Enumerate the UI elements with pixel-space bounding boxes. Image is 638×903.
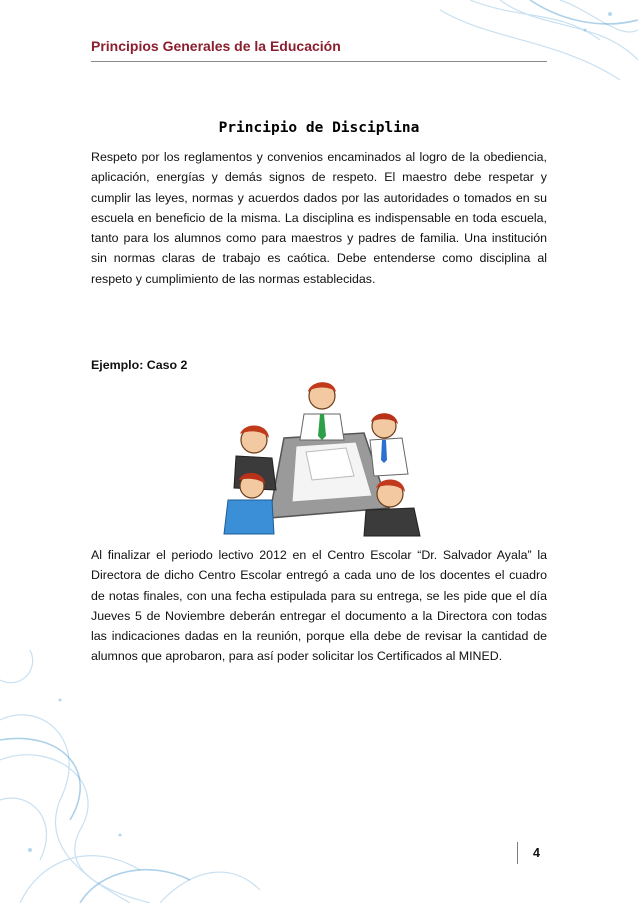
page-number-divider <box>517 842 518 864</box>
section-title: Principio de Disciplina <box>218 120 420 136</box>
running-header <box>91 38 547 62</box>
intro-paragraph: Respeto por los reglamentos y convenios encaminados al logro de la obediencia, aplicación, energías y demás signos de respeto. El maestro debe respetar y cumplir las leyes, normas y acuerdos dados por las autoridades o tomados en su escuela en beneficio de la misma. La disciplina es indispensable en toda escuela, tanto para los alumnos como para maestros y padres de familia. Una institución sin normas claras de trabajo es caótica. Debe entenderse como disciplina al respeto y cumplimiento de las normas establecidas. <box>91 150 547 286</box>
case-paragraph: Al finalizar el periodo lectivo 2012 en el Centro Escolar “Dr. Salvador Ayala” la Directora de dicho Centro Escolar entregó a cada uno de los docentes el cuadro de notas finales, con una fecha estipulada para su entrega, se les pide que el día Jueves 5 de Noviembre deberán entregar el documento a la Directora con todas las indicaciones dadas en la reunión, porque ella debe de revisar la cantidad de alumnos que aprobaron, para así poder solicitar los Certificados al MINED. <box>91 548 547 664</box>
header-title: Principios Generales de la Educación <box>91 38 341 54</box>
page-number: 4 <box>533 846 540 860</box>
meeting-illustration <box>214 378 424 538</box>
example-heading: Ejemplo: Caso 2 <box>91 358 188 372</box>
